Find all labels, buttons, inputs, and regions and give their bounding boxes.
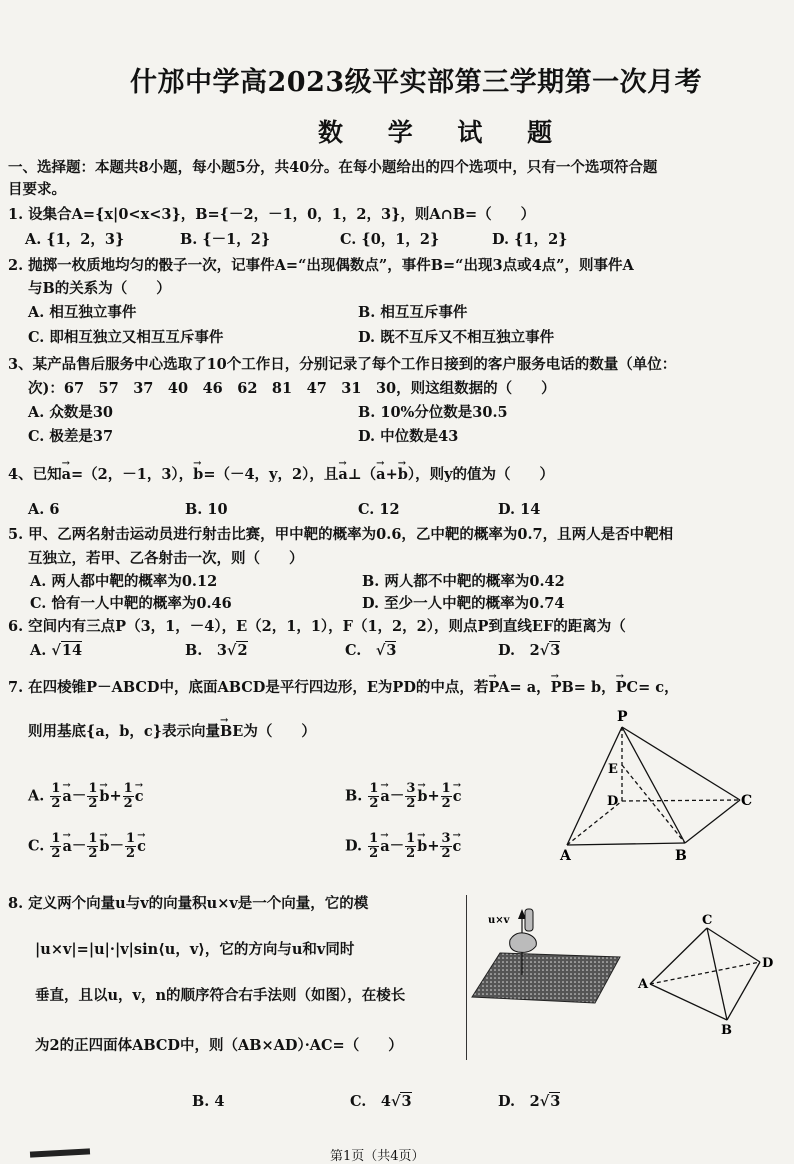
q1-option-d: D. {1，2}	[492, 231, 568, 248]
pyramid-figure	[555, 705, 780, 865]
coefficient: 4	[380, 1093, 391, 1110]
label-c: C	[741, 793, 753, 809]
q8-option-d: D. 2√3	[498, 1093, 561, 1110]
vector-pa: PA →	[488, 678, 509, 698]
q1-option-c: C. {0，1，2}	[340, 231, 440, 248]
ink-scribble	[30, 1148, 90, 1157]
section-heading-line1: 一、选择题：本题共8小题，每小题5分，共40分。在每小题给出的四个选项中，只有一个选项符合题	[8, 159, 658, 176]
q4-option-c: C. 12	[358, 501, 400, 518]
q3-option-c: C. 极差是37	[28, 428, 114, 445]
option-label: D.	[345, 837, 363, 855]
q2-option-c: C. 即相互独立又相互互斥事件	[28, 329, 224, 346]
q5-option-c: C. 恰有一人中靶的概率为0.46	[30, 595, 232, 612]
option-label: C.	[350, 1093, 367, 1110]
q5-option-a: A. 两人都中靶的概率为0.12	[30, 573, 218, 590]
radicand: 3	[386, 642, 397, 659]
q7-stem-line2	[28, 722, 316, 742]
q6-option-c: C. √3	[345, 642, 397, 659]
option-label: A.	[28, 787, 45, 805]
tetra-label-d: D	[762, 956, 774, 971]
exam-title: 什邡中学高2023级平实部第三学期第一次月考	[130, 67, 703, 98]
vector-b: b →	[398, 465, 408, 485]
vector-be: BE →	[220, 722, 243, 742]
coefficient: 2	[529, 1093, 540, 1110]
tetra-label-b: B	[721, 1023, 732, 1035]
q4-option-d: D. 14	[498, 501, 541, 518]
radicand: 3	[401, 1093, 412, 1110]
q7-text: = c，	[638, 679, 679, 696]
q5-option-d: D. 至少一人中靶的概率为0.74	[362, 595, 565, 612]
q8-option-b: B. 4	[192, 1093, 225, 1110]
radicand: 3	[550, 1093, 561, 1110]
q4-text: =（2，－1，3），	[71, 466, 194, 483]
label-p: P	[617, 709, 628, 725]
right-hand-rule-figure	[470, 905, 625, 1010]
q3-option-d: D. 中位数是43	[358, 428, 459, 445]
q7-text: 7. 在四棱锥P－ABCD中，底面ABCD是平行四边形，E为PD的中点，若	[8, 679, 489, 696]
exam-subtitle: 数 学 试 题	[318, 118, 571, 147]
vector-a: a →	[62, 465, 71, 485]
q3-stem-line2: 次)：67 57 37 40 46 62 81 47 31 30，则这组数据的（ ）	[28, 380, 556, 397]
tetra-label-c: C	[702, 913, 713, 928]
label-a: A	[560, 848, 571, 864]
q7-option-d: D. $\frac{1}{2}$ a →－ $\frac{1}{2}$ b →+ $\frac{3}{2}$ c →	[345, 832, 461, 861]
q6-option-a: A. √14	[30, 642, 83, 659]
tetra-label-a: A	[638, 977, 649, 992]
option-label: B.	[345, 787, 363, 805]
label-e: E	[608, 762, 618, 777]
vector-b: b →	[193, 465, 203, 485]
q1-option-b: B. {－1，2}	[180, 231, 271, 248]
radicand: 3	[550, 642, 561, 659]
q7-stem-line1	[8, 678, 679, 698]
q5-option-b: B. 两人都不中靶的概率为0.42	[362, 573, 565, 590]
section-heading-line2: 目要求。	[8, 181, 66, 198]
vector-a: a →	[376, 465, 385, 485]
label-b: B	[675, 848, 687, 864]
q7-option-b: B. $\frac{1}{2}$ a →－ $\frac{3}{2}$ b →+ $\frac{1}{2}$ c →	[345, 782, 462, 811]
option-label: C.	[28, 837, 45, 855]
coefficient: 3	[216, 642, 227, 659]
vector-pb: PB →	[551, 678, 574, 698]
q2-option-b: B. 相互互斥事件	[358, 304, 468, 321]
q4-text: ⊥（	[347, 466, 377, 483]
q8-line3: 垂直，且以u，v，n的顺序符合右手法则（如图），在棱长	[35, 987, 406, 1004]
q3-option-b: B. 10%分位数是30.5	[358, 404, 508, 421]
q7-option-a: A. $\frac{1}{2}$ a →－ $\frac{1}{2}$ b →+ $\frac{1}{2}$ c →	[28, 782, 144, 811]
q1-stem: 1. 设集合A={x|0<x<3}，B={－2，－1，0，1，2，3}，则A∩B=（ ）	[8, 206, 536, 223]
q6-option-b: B. 3√2	[185, 642, 248, 659]
radicand: 2	[237, 642, 248, 659]
q2-stem-line1: 2. 抛掷一枚质地均匀的骰子一次，记事件A=“出现偶数点”，事件B=“出现3点或4点”，则事件A	[8, 257, 634, 274]
tetrahedron-figure	[635, 910, 780, 1035]
option-label: D.	[498, 642, 516, 659]
page-footer: 第1页（共4页）	[330, 1149, 425, 1164]
option-label: C.	[345, 642, 362, 659]
q3-stem-line1: 3、某产品售后服务中心选取了10个工作日，分别记录了每个工作日接到的客户服务电话的数量（单位：	[8, 356, 677, 373]
q2-option-d: D. 既不互斥又不相互独立事件	[358, 329, 555, 346]
q4-stem	[8, 465, 554, 485]
column-divider	[466, 895, 467, 1060]
vector-a: a →	[338, 465, 347, 485]
q7-text: = b，	[573, 679, 616, 696]
label-d: D	[607, 794, 619, 809]
q2-option-a: A. 相互独立事件	[28, 304, 137, 321]
label-uxv: u×v	[488, 915, 510, 926]
option-label: D.	[498, 1093, 516, 1110]
q5-stem-line2: 互独立，若甲、乙各射击一次，则（ ）	[28, 550, 304, 567]
coefficient: 2	[529, 642, 540, 659]
q7-text: 则用基底{a，b，c}表示向量	[28, 723, 221, 740]
q4-text: 4、已知	[8, 466, 62, 483]
q6-stem: 6. 空间内有三点P（3，1，－4），E（2，1，1），F（1，2，2），则点P到直线EF的距离为（	[8, 618, 626, 635]
q4-text: =（－4，y，2），且	[203, 466, 339, 483]
option-label: B.	[185, 642, 203, 659]
q8-line2: |u×v|=|u|·|v|sin⟨u，v⟩，它的方向与u和v同时	[35, 941, 355, 958]
q7-option-c: C. $\frac{1}{2}$ a →－ $\frac{1}{2}$ b →－ $\frac{1}{2}$ c →	[28, 832, 146, 861]
option-label: A.	[30, 642, 47, 659]
q6-option-d: D. 2√3	[498, 642, 561, 659]
radicand: 14	[61, 642, 83, 659]
q4-option-a: A. 6	[28, 501, 60, 518]
q4-text: +	[385, 466, 398, 483]
q8-line1: 8. 定义两个向量u与v的向量积u×v是一个向量，它的模	[8, 895, 369, 912]
q1-option-a: A. {1，2，3}	[25, 231, 125, 248]
q4-text: ），则y的值为（ ）	[407, 466, 555, 483]
q7-text: = a，	[509, 679, 551, 696]
q4-option-b: B. 10	[185, 501, 228, 518]
q3-option-a: A. 众数是30	[28, 404, 114, 421]
q7-text: 为（ ）	[243, 723, 316, 740]
q5-stem-line1: 5. 甲、乙两名射击运动员进行射击比赛，甲中靶的概率为0.6，乙中靶的概率为0.7，且两人是否中靶相	[8, 526, 674, 543]
q2-stem-line2: 与B的关系为（ ）	[28, 280, 171, 297]
q8-line4: 为2的正四面体ABCD中，则（AB×AD）·AC=（ ）	[35, 1037, 403, 1054]
q8-option-c: C. 4√3	[350, 1093, 412, 1110]
vector-pc: PC →	[616, 678, 638, 698]
